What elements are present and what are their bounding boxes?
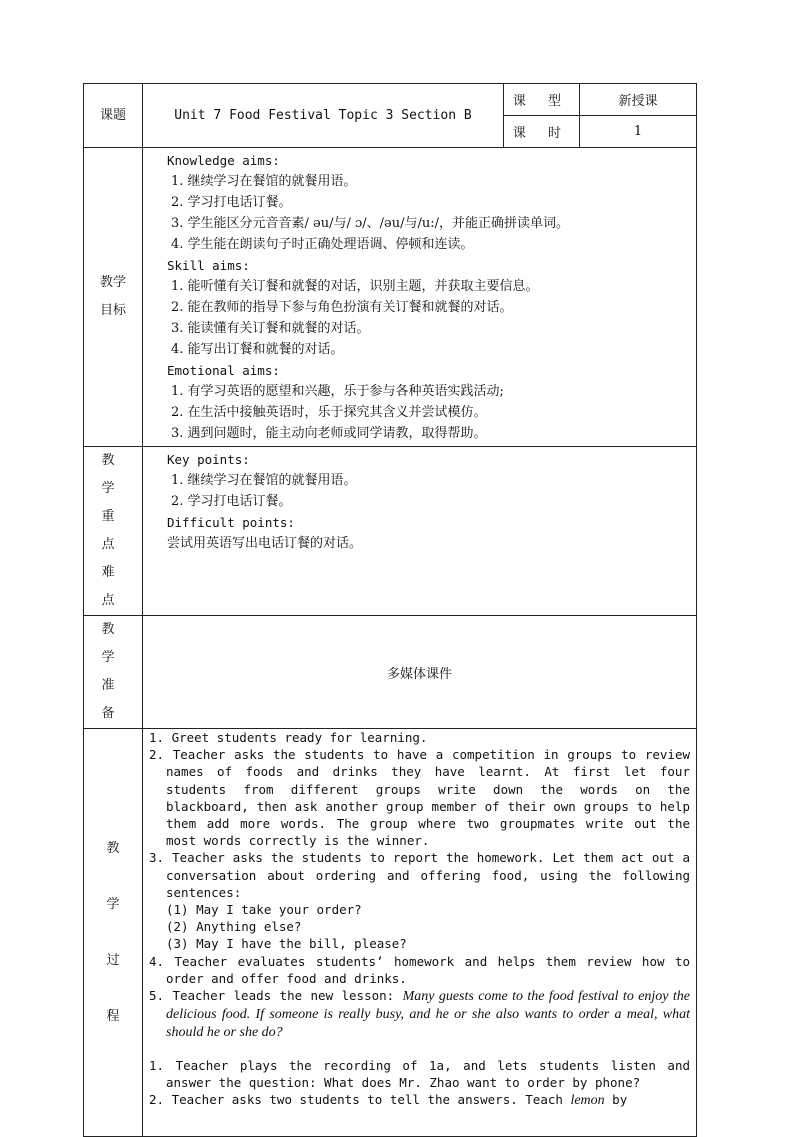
process-step: 5. Teacher leads the new lesson: Many guests come to the food festival to enjoy the delicious food. If someone is really busy, and he or she also wants to order a meal, what should he or she do? (149, 988, 690, 1041)
list-item: 4. 能写出订餐和就餐的对话。 (171, 342, 344, 357)
key-points-heading: Key points: (167, 452, 250, 467)
knowledge-aims-heading: Knowledge aims: (167, 153, 280, 168)
process-step: 2. Teacher asks two students to tell the answers. Teach lemon by (149, 1092, 628, 1109)
list-item: 2. 能在教师的指导下参与角色扮演有关订餐和就餐的对话。 (171, 300, 513, 315)
lesson-type-label: 课 型 (504, 84, 580, 116)
preparation-label: 教 学 准 备 (84, 616, 143, 729)
process-step: 1. Greet students ready for learning. (149, 730, 428, 745)
skill-aims-heading: Skill aims: (167, 258, 250, 273)
process-step: 1. Teacher plays the recording of 1a, and lets students listen and answer the question: What does Mr. Zhao want to order by phone? (149, 1057, 690, 1090)
keypoints-content (143, 447, 697, 616)
process-step: 2. Teacher asks the students to have a competition in groups to review names of foods and drinks they have learnt. At first let four students from different groups write down the words on the blackboard, then ask another group member of their own groups to help them add more words. The group where two groupmates write out the most words correctly is the winner. (149, 747, 690, 849)
process-step: 4. Teacher evaluates students’ homework and helps them review how to order and offer food and drinks. (149, 953, 690, 986)
process-label: 教 学 过 程 (84, 729, 143, 1137)
objectives-content (143, 148, 697, 447)
list-item: 1. 有学习英语的愿望和兴趣，乐于参与各种英语实践活动; (171, 384, 504, 399)
list-item: 1. 能听懂有关订餐和就餐的对话，识别主题，并获取主要信息。 (171, 279, 539, 294)
sentence-item: (1) May I take your order? (166, 902, 362, 918)
list-item: 2. 学习打电话订餐。 (171, 494, 292, 509)
lead-in-question: Many guests come to the food festival to enjoy the delicious food. If someone is really busy, and he or she also wants to order a meal, what should he or she do? (166, 989, 690, 1041)
list-item: 2. 学习打电话订餐。 (171, 195, 292, 210)
preparation-value: 多媒体课件 (143, 616, 697, 729)
emotional-aims-heading: Emotional aims: (167, 363, 280, 378)
topic-label: 课题 (84, 84, 143, 148)
lesson-plan-table (83, 83, 697, 1137)
sentence-item: (3) May I have the bill, please? (166, 936, 407, 952)
list-item: 2. 在生活中接触英语时，乐于探究其含义并尝试模仿。 (171, 405, 487, 420)
list-item: 1. 继续学习在餐馆的就餐用语。 (171, 473, 357, 488)
process-step: 3. Teacher asks the students to report the homework. Let them act out a conversation about ordering and offering food, using the following sentences: (149, 850, 690, 900)
list-item: 1. 继续学习在餐馆的就餐用语。 (171, 174, 357, 189)
sentence-item: (2) Anything else? (166, 919, 302, 935)
difficult-points-heading: Difficult points: (167, 515, 295, 530)
keypoints-label: 教 学 重 点 难 点 (84, 447, 143, 616)
objectives-label: 教学 目标 (84, 148, 143, 447)
list-item: 尝试用英语写出电话订餐的对话。 (167, 536, 363, 551)
list-item: 3. 遇到问题时，能主动向老师或同学请教，取得帮助。 (171, 426, 487, 441)
class-hours-value: 1 (580, 116, 697, 148)
topic-value: Unit 7 Food Festival Topic 3 Section B (143, 84, 504, 148)
class-hours-label: 课 时 (504, 116, 580, 148)
lesson-type-value: 新授课 (580, 84, 697, 116)
process-content (143, 729, 697, 1137)
vocab-word: lemon (570, 1093, 605, 1109)
list-item: 3. 学生能区分元音音素/ əu/与/ ɔ/、/əu/与/u:/，并能正确拼读单词。 (171, 216, 570, 231)
list-item: 3. 能读懂有关订餐和就餐的对话。 (171, 321, 370, 336)
list-item: 4. 学生能在朗读句子时正确处理语调、停顿和连读。 (171, 237, 474, 252)
